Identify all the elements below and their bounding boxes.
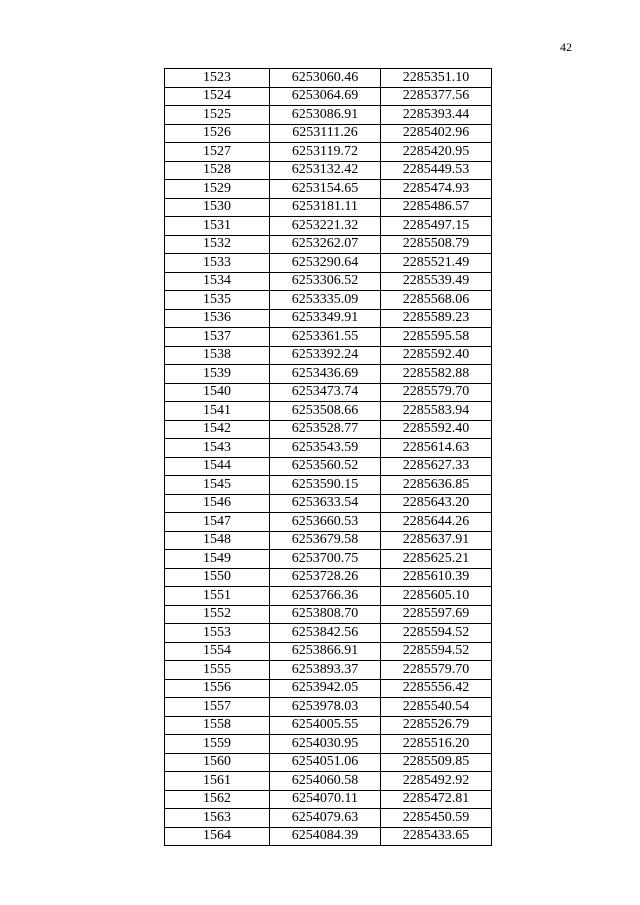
point-number-cell: 1534 [165,272,270,291]
point-number-cell: 1547 [165,513,270,532]
point-number-cell: 1556 [165,679,270,698]
y-coordinate-cell: 2285516.20 [381,735,492,754]
x-coordinate-cell: 6253766.36 [270,587,381,606]
y-coordinate-cell: 2285644.26 [381,513,492,532]
x-coordinate-cell: 6253842.56 [270,624,381,643]
x-coordinate-cell: 6253221.32 [270,217,381,236]
table-row [165,494,492,513]
point-number-cell: 1552 [165,605,270,624]
table-row [165,346,492,365]
point-number-cell: 1529 [165,180,270,199]
table-row [165,531,492,550]
table-row [165,291,492,310]
table-row [165,605,492,624]
y-coordinate-cell: 2285582.88 [381,365,492,384]
table-row [165,698,492,717]
point-number-cell: 1525 [165,106,270,125]
point-number-cell: 1550 [165,568,270,587]
x-coordinate-cell: 6253064.69 [270,87,381,106]
y-coordinate-cell: 2285627.33 [381,457,492,476]
x-coordinate-cell: 6254084.39 [270,827,381,846]
point-number-cell: 1536 [165,309,270,328]
y-coordinate-cell: 2285636.85 [381,476,492,495]
table-row [165,383,492,402]
table-row [165,513,492,532]
x-coordinate-cell: 6253111.26 [270,124,381,143]
y-coordinate-cell: 2285597.69 [381,605,492,624]
y-coordinate-cell: 2285568.06 [381,291,492,310]
y-coordinate-cell: 2285377.56 [381,87,492,106]
y-coordinate-cell: 2285433.65 [381,827,492,846]
table-row [165,735,492,754]
table-row [165,439,492,458]
table-row [165,568,492,587]
point-number-cell: 1524 [165,87,270,106]
table-row [165,272,492,291]
coordinates-table [164,68,492,846]
y-coordinate-cell: 2285526.79 [381,716,492,735]
point-number-cell: 1542 [165,420,270,439]
x-coordinate-cell: 6253590.15 [270,476,381,495]
table-row [165,679,492,698]
page-number: 42 [560,40,572,54]
point-number-cell: 1551 [165,587,270,606]
table-row [165,87,492,106]
table-row [165,661,492,680]
table-row [165,753,492,772]
point-number-cell: 1548 [165,531,270,550]
y-coordinate-cell: 2285492.92 [381,772,492,791]
table-row [165,402,492,421]
table-row [165,642,492,661]
x-coordinate-cell: 6254030.95 [270,735,381,754]
x-coordinate-cell: 6253290.64 [270,254,381,273]
point-number-cell: 1553 [165,624,270,643]
x-coordinate-cell: 6253086.91 [270,106,381,125]
x-coordinate-cell: 6253543.59 [270,439,381,458]
table-row [165,180,492,199]
y-coordinate-cell: 2285625.21 [381,550,492,569]
x-coordinate-cell: 6253349.91 [270,309,381,328]
table-row [165,624,492,643]
point-number-cell: 1530 [165,198,270,217]
y-coordinate-cell: 2285610.39 [381,568,492,587]
x-coordinate-cell: 6253560.52 [270,457,381,476]
table-row [165,106,492,125]
table-row [165,716,492,735]
point-number-cell: 1558 [165,716,270,735]
x-coordinate-cell: 6253060.46 [270,69,381,88]
point-number-cell: 1531 [165,217,270,236]
table-row [165,587,492,606]
point-number-cell: 1539 [165,365,270,384]
y-coordinate-cell: 2285605.10 [381,587,492,606]
x-coordinate-cell: 6254060.58 [270,772,381,791]
y-coordinate-cell: 2285614.63 [381,439,492,458]
point-number-cell: 1545 [165,476,270,495]
x-coordinate-cell: 6254005.55 [270,716,381,735]
table-row [165,143,492,162]
table-row [165,198,492,217]
y-coordinate-cell: 2285509.85 [381,753,492,772]
table-row [165,69,492,88]
y-coordinate-cell: 2285486.57 [381,198,492,217]
point-number-cell: 1537 [165,328,270,347]
point-number-cell: 1543 [165,439,270,458]
table-row [165,420,492,439]
x-coordinate-cell: 6253392.24 [270,346,381,365]
x-coordinate-cell: 6253528.77 [270,420,381,439]
x-coordinate-cell: 6253262.07 [270,235,381,254]
y-coordinate-cell: 2285643.20 [381,494,492,513]
x-coordinate-cell: 6253181.11 [270,198,381,217]
y-coordinate-cell: 2285595.58 [381,328,492,347]
table-row [165,809,492,828]
x-coordinate-cell: 6253808.70 [270,605,381,624]
y-coordinate-cell: 2285637.91 [381,531,492,550]
table-row [165,124,492,143]
y-coordinate-cell: 2285402.96 [381,124,492,143]
point-number-cell: 1557 [165,698,270,717]
x-coordinate-cell: 6253335.09 [270,291,381,310]
point-number-cell: 1554 [165,642,270,661]
y-coordinate-cell: 2285393.44 [381,106,492,125]
point-number-cell: 1559 [165,735,270,754]
y-coordinate-cell: 2285351.10 [381,69,492,88]
x-coordinate-cell: 6253361.55 [270,328,381,347]
y-coordinate-cell: 2285556.42 [381,679,492,698]
y-coordinate-cell: 2285540.54 [381,698,492,717]
point-number-cell: 1560 [165,753,270,772]
y-coordinate-cell: 2285579.70 [381,383,492,402]
y-coordinate-cell: 2285474.93 [381,180,492,199]
point-number-cell: 1564 [165,827,270,846]
table-row [165,772,492,791]
y-coordinate-cell: 2285420.95 [381,143,492,162]
x-coordinate-cell: 6253942.05 [270,679,381,698]
point-number-cell: 1532 [165,235,270,254]
point-number-cell: 1533 [165,254,270,273]
x-coordinate-cell: 6253633.54 [270,494,381,513]
x-coordinate-cell: 6254079.63 [270,809,381,828]
y-coordinate-cell: 2285539.49 [381,272,492,291]
table-row [165,161,492,180]
table-row [165,309,492,328]
y-coordinate-cell: 2285472.81 [381,790,492,809]
x-coordinate-cell: 6253306.52 [270,272,381,291]
point-number-cell: 1541 [165,402,270,421]
x-coordinate-cell: 6253119.72 [270,143,381,162]
x-coordinate-cell: 6253893.37 [270,661,381,680]
point-number-cell: 1526 [165,124,270,143]
x-coordinate-cell: 6253866.91 [270,642,381,661]
y-coordinate-cell: 2285594.52 [381,642,492,661]
point-number-cell: 1528 [165,161,270,180]
y-coordinate-cell: 2285589.23 [381,309,492,328]
y-coordinate-cell: 2285450.59 [381,809,492,828]
y-coordinate-cell: 2285521.49 [381,254,492,273]
x-coordinate-cell: 6253508.66 [270,402,381,421]
point-number-cell: 1561 [165,772,270,791]
point-number-cell: 1527 [165,143,270,162]
table-row [165,217,492,236]
point-number-cell: 1563 [165,809,270,828]
table-row [165,827,492,846]
table-row [165,254,492,273]
point-number-cell: 1562 [165,790,270,809]
x-coordinate-cell: 6253436.69 [270,365,381,384]
point-number-cell: 1538 [165,346,270,365]
x-coordinate-cell: 6253679.58 [270,531,381,550]
y-coordinate-cell: 2285592.40 [381,346,492,365]
point-number-cell: 1555 [165,661,270,680]
x-coordinate-cell: 6253132.42 [270,161,381,180]
coordinates-table-body [165,69,492,846]
x-coordinate-cell: 6253473.74 [270,383,381,402]
point-number-cell: 1523 [165,69,270,88]
y-coordinate-cell: 2285449.53 [381,161,492,180]
point-number-cell: 1549 [165,550,270,569]
point-number-cell: 1540 [165,383,270,402]
y-coordinate-cell: 2285594.52 [381,624,492,643]
x-coordinate-cell: 6253728.26 [270,568,381,587]
table-row [165,550,492,569]
y-coordinate-cell: 2285583.94 [381,402,492,421]
table-row [165,457,492,476]
table-row [165,476,492,495]
y-coordinate-cell: 2285497.15 [381,217,492,236]
table-row [165,328,492,347]
y-coordinate-cell: 2285508.79 [381,235,492,254]
table-row [165,235,492,254]
x-coordinate-cell: 6254051.06 [270,753,381,772]
x-coordinate-cell: 6253154.65 [270,180,381,199]
point-number-cell: 1546 [165,494,270,513]
y-coordinate-cell: 2285579.70 [381,661,492,680]
point-number-cell: 1535 [165,291,270,310]
table-row [165,790,492,809]
x-coordinate-cell: 6254070.11 [270,790,381,809]
y-coordinate-cell: 2285592.40 [381,420,492,439]
x-coordinate-cell: 6253660.53 [270,513,381,532]
x-coordinate-cell: 6253978.03 [270,698,381,717]
table-row [165,365,492,384]
x-coordinate-cell: 6253700.75 [270,550,381,569]
point-number-cell: 1544 [165,457,270,476]
